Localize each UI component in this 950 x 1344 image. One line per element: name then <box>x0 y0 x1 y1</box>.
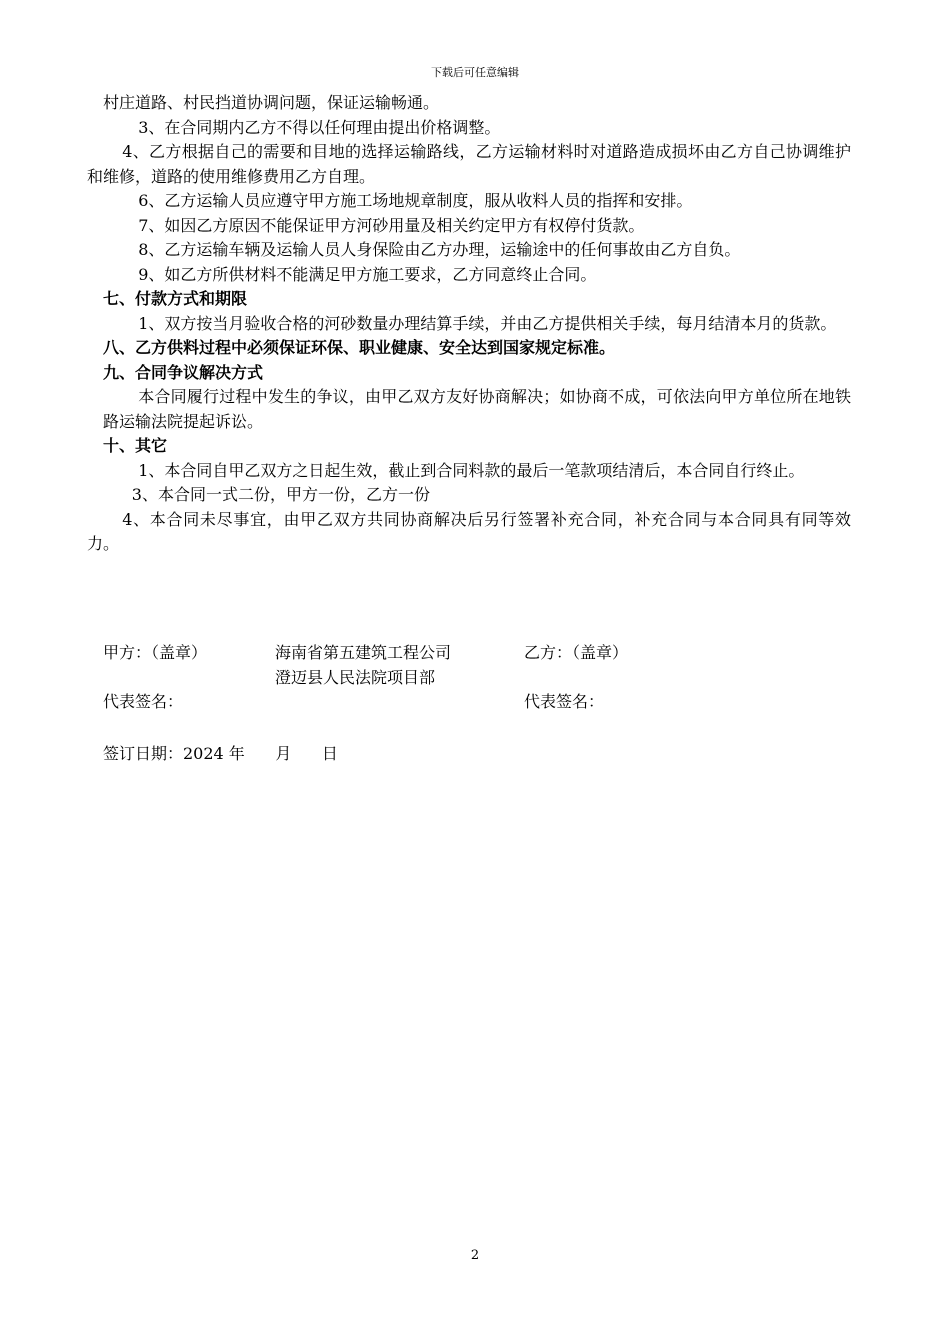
clause-site-rules: 6、乙方运输人员应遵守甲方施工场地规章制度，服从收料人员的指挥和安排。 <box>138 191 693 210</box>
party-b-representative-label: 代表签名： <box>524 692 605 711</box>
clause-dispute-resolution: 本合同履行过程中发生的争议，由甲乙双方友好协商解决；如协商不成，可依法向甲方单位所在地铁路运输法院提起诉讼。 <box>103 387 851 431</box>
party-a-seal-label: 甲方：（盖章） <box>103 643 208 662</box>
section-heading-other: 十、其它 <box>103 436 168 455</box>
clause-copies: 3、本合同一式二份，甲方一份，乙方一份 <box>131 485 430 504</box>
clause-effective-date: 1、本合同自甲乙双方之日起生效，截止到合同料款的最后一笔款项结清后，本合同自行终止。 <box>138 460 805 480</box>
clause-supplementary: 4、本合同未尽事宜，由甲乙双方共同协商解决后另行签署补充合同，补充合同与本合同具有同等效力。 <box>87 509 851 553</box>
page-header-note: 下载后可任意编辑 <box>431 66 519 79</box>
section-heading-dispute: 九、合同争议解决方式 <box>103 362 264 382</box>
clause-termination: 9、如乙方所供材料不能满足甲方施工要求，乙方同意终止合同。 <box>138 264 597 284</box>
signature-block <box>103 641 851 715</box>
signature-row-representatives <box>103 690 851 715</box>
clause-no-price-adjustment: 3、在合同期内乙方不得以任何理由提出价格调整。 <box>138 117 501 137</box>
contract-body <box>87 91 851 557</box>
clause-stop-payment: 7、如因乙方原因不能保证甲方河砂用量及相关约定甲方有权停付货款。 <box>138 215 645 235</box>
signature-row-parties <box>103 641 851 666</box>
party-b-seal-label: 乙方：（盖章） <box>524 643 629 662</box>
paragraph-road-coordination: 村庄道路、村民挡道协调问题，保证运输畅通。 <box>103 93 440 112</box>
clause-insurance: 8、乙方运输车辆及运输人员人身保险由乙方办理，运输途中的任何事故由乙方自负。 <box>138 240 741 259</box>
clause-route-selection: 4、乙方根据自己的需要和目地的选择运输路线，乙方运输材料时对道路造成损坏由乙方自己协调维护和维修，道路的使用维修费用乙方自理。 <box>87 142 851 186</box>
clause-monthly-settlement: 1、双方按当月验收合格的河砂数量办理结算手续，并由乙方提供相关手续，每月结清本月的货款。 <box>138 313 837 333</box>
section-heading-payment: 七、付款方式和期限 <box>103 289 248 308</box>
party-a-representative-label: 代表签名： <box>103 692 184 711</box>
signature-row-project <box>103 666 851 691</box>
signing-date: 签订日期：2024 年 月 日 <box>103 744 338 763</box>
party-a-project-dept: 澄迈县人民法院项目部 <box>275 667 436 687</box>
page-number: 2 <box>470 1248 480 1263</box>
section-heading-environment-safety: 八、乙方供料过程中必须保证环保、职业健康、安全达到国家规定标准。 <box>103 338 616 357</box>
party-a-company-name: 海南省第五建筑工程公司 <box>275 643 452 662</box>
